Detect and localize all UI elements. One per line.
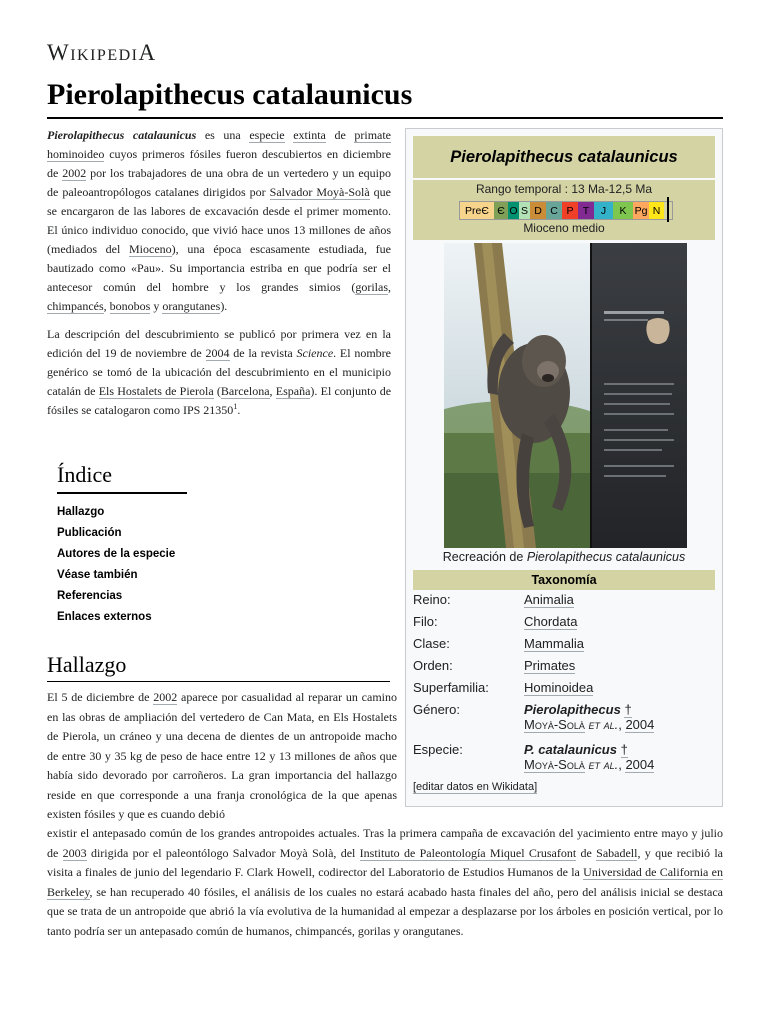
period-cell[interactable]: C <box>546 202 562 219</box>
wordmark-a: A <box>138 40 157 65</box>
rank-label: Género: <box>413 702 460 717</box>
reference-marker[interactable]: 1 <box>233 402 238 411</box>
species-name: P. catalaunicus <box>524 742 617 757</box>
et-al: et al. <box>588 717 619 732</box>
text: , <box>103 299 110 313</box>
period-cell[interactable]: O <box>508 202 519 219</box>
link-especie[interactable]: especie <box>249 128 285 142</box>
text: cuyos primeros fósiles fueron descubiertos en diciembre de <box>47 147 391 180</box>
text: dirigida por el paleontólogo Salvador Moyà Solà, del <box>86 845 360 860</box>
period-cell[interactable]: Pg <box>633 202 649 219</box>
link-instituto-paleontologia[interactable]: Instituto de Paleontología Miquel Crusafont <box>359 845 577 860</box>
wordmark-w: W <box>47 40 71 65</box>
link-orangutanes[interactable]: orangutanes <box>162 299 221 313</box>
period-cell[interactable]: K <box>613 202 633 219</box>
intro-section <box>47 126 391 429</box>
species-author[interactable]: Moyà-Solà <box>524 757 585 772</box>
rank-label: Clase: <box>413 636 450 651</box>
rank-label: Especie: <box>413 742 463 757</box>
toc-item-autores[interactable]: Autores de la especie <box>57 548 176 560</box>
period-cell[interactable]: T <box>578 202 594 219</box>
genus-author[interactable]: Moyà-Solà <box>524 717 585 732</box>
toc-item-enlaces-externos[interactable]: Enlaces externos <box>57 611 152 623</box>
text: de <box>325 128 355 142</box>
text: ), una época escasamente estudiada, fue bautizado como «Pau». Su importancia estriba en que podría ser el antecesor común del hombre y los grandes simios ( <box>47 242 391 294</box>
toc-item-vease-tambien[interactable]: Véase también <box>57 569 138 581</box>
species-value <box>524 742 714 772</box>
timescale-marker <box>667 197 669 222</box>
photo-illustration <box>444 243 687 548</box>
journal-name: Science <box>296 346 334 360</box>
period-cell[interactable]: D <box>530 202 546 219</box>
taxon-value[interactable]: Primates <box>524 658 576 673</box>
link-sabadell[interactable]: Sabadell <box>596 845 638 860</box>
toc-title: Índice <box>57 462 187 494</box>
genus-year[interactable]: 2004 <box>625 717 655 732</box>
toc-item-referencias[interactable]: Referencias <box>57 590 123 602</box>
temporal-range-label: Rango temporal : 13 Ma-12,5 Ma <box>475 182 653 196</box>
period-cell[interactable]: P <box>562 202 578 219</box>
period-cell[interactable]: PreЄ <box>460 202 494 219</box>
period-cell[interactable]: S <box>519 202 530 219</box>
taxon-link[interactable] <box>524 658 714 673</box>
text: ). El conjunto de fósiles se catalogaron como IPS 21350 <box>47 384 392 417</box>
text: aparece por casualidad al reparar un camino en las obras de ampliación del vertedero de Can Mata, en Els Hostalets de Pierola, un cráneo y una decena de dientes de un antropoide macho de entre 30 y 35 kg de peso de hace entre 12 y 13 millones de años que había sido devorado por carroñeros. La gran importancia del hallazgo reside en que corresponde a una franja cronológica de la que apenas existen fósiles y que es cuando debió <box>47 690 397 821</box>
text: existir el antepasado común de los grandes antropoides actuales. Tras la primera campaña de excavación del yacimiento entre mayo y julio de <box>47 826 723 860</box>
text: y <box>150 299 163 313</box>
period-cell[interactable]: N <box>649 202 664 219</box>
text: es una <box>196 128 250 142</box>
text: por los trabajadores de una obra de un vertedero y un equipo de paleoantropólogos catalanes dirigidos por <box>47 166 391 199</box>
link-els-hostalets-de-pierola[interactable]: Els Hostalets de Pierola <box>98 384 214 398</box>
link-mioceno[interactable]: Mioceno <box>129 242 172 256</box>
text: , <box>388 280 391 294</box>
extinct-dagger[interactable]: † <box>620 742 628 757</box>
hallazgo-paragraph-part-2 <box>47 824 723 941</box>
toc-item-publicacion[interactable]: Publicación <box>57 527 122 539</box>
text: El 5 de diciembre de <box>47 690 154 704</box>
taxobox <box>405 128 723 807</box>
toc-list <box>57 502 187 628</box>
toc-item-hallazgo[interactable]: Hallazgo <box>57 506 105 518</box>
link-gorilas[interactable]: gorilas <box>355 280 388 294</box>
link-2002[interactable]: 2002 <box>153 690 178 704</box>
rank-label: Superfamilia: <box>413 680 489 695</box>
separator: , <box>618 717 626 732</box>
link-espana[interactable]: España <box>275 384 311 398</box>
genus-name: Pierolapithecus <box>524 702 621 717</box>
period-cell[interactable]: J <box>594 202 613 219</box>
hallazgo-paragraph-part-1 <box>47 688 397 825</box>
text: de la revista <box>229 346 297 360</box>
museum-reconstruction-photo[interactable] <box>444 243 687 548</box>
section-heading-hallazgo: Hallazgo <box>47 652 390 682</box>
text <box>285 128 294 142</box>
link-barcelona[interactable]: Barcelona <box>220 384 270 398</box>
caption-taxon: Pierolapithecus catalaunicus <box>526 550 686 564</box>
link-universidad-california-berkeley[interactable]: Universidad de California en Berkeley <box>47 865 723 899</box>
temporal-range <box>413 180 715 240</box>
extinct-dagger[interactable]: † <box>624 702 632 717</box>
edit-wikidata-label[interactable]: [editar datos en Wikidata] <box>413 781 538 793</box>
text: de <box>576 845 597 860</box>
taxonomy-header: Taxonomía <box>413 570 715 590</box>
wordmark-rest: ikipedi <box>70 40 139 65</box>
wikipedia-wordmark[interactable] <box>47 40 157 66</box>
title-divider <box>47 117 723 119</box>
taxon-value[interactable]: Animalia <box>524 592 574 607</box>
link-hominoideo[interactable]: hominoideo <box>47 147 105 161</box>
period-cell[interactable]: Є <box>494 202 508 219</box>
link-bonobos[interactable]: bonobos <box>109 299 151 313</box>
text: La descripción del descubrimiento se publicó por primera vez en la edición del 19 de noviembre de <box>47 327 391 360</box>
caption-text: Recreación de <box>442 550 527 564</box>
text: , y que recibió la visita a finales de junio del legendario F. Clark Howell, codirector del Laboratorio de Estudios Humanos de la <box>47 845 723 879</box>
period-name: Mioceno medio <box>523 221 605 235</box>
taxon-value[interactable]: Mammalia <box>524 636 584 651</box>
taxon-link[interactable] <box>524 680 714 695</box>
page-title: Pierolapithecus catalaunicus <box>47 78 413 111</box>
rank-label: Orden: <box>413 658 453 673</box>
text: ). <box>220 299 228 313</box>
link-chimpances[interactable]: chimpancés <box>47 299 104 313</box>
taxon-link[interactable] <box>524 592 714 607</box>
text: . <box>237 403 241 417</box>
text: que se encargaron de las labores de excavación desde el primer momento. El único individuo conocido, que vivió hace unos 13 millones de años (mediados del <box>47 185 392 256</box>
image-caption <box>406 550 722 564</box>
link-2002[interactable]: 2002 <box>62 166 87 180</box>
link-2003[interactable]: 2003 <box>62 845 87 860</box>
taxon-link[interactable] <box>524 614 714 629</box>
et-al: et al. <box>588 757 619 772</box>
table-of-contents <box>57 462 187 628</box>
intro-paragraph-1 <box>47 126 391 316</box>
species-year[interactable]: 2004 <box>625 757 655 772</box>
link-salvador-moya-sola[interactable]: Salvador Moyà-Solà <box>269 185 370 199</box>
taxon-value[interactable]: Hominoidea <box>524 680 594 695</box>
geologic-timescale[interactable] <box>459 201 673 220</box>
taxon-value[interactable]: Chordata <box>524 614 578 629</box>
link-primate[interactable]: primate <box>354 128 392 142</box>
text: , <box>269 384 276 398</box>
link-2004[interactable]: 2004 <box>205 346 230 360</box>
taxon-name: Pierolapithecus catalaunicus <box>47 128 197 142</box>
link-extinta[interactable]: extinta <box>293 128 326 142</box>
text: . El nombre genérico se tomó de la ubicación del descubrimiento en el municipio catalán de <box>47 346 391 398</box>
genus-value <box>524 702 714 732</box>
edit-wikidata-link[interactable] <box>413 781 537 793</box>
separator: , <box>618 757 626 772</box>
intro-paragraph-2 <box>47 325 391 420</box>
rank-label: Filo: <box>413 614 438 629</box>
text: , se han recuperado 40 fósiles, el análisis de los cuales no estará acabado hasta finales del año, pero del análisis inicial se destaca que se trata de un antropoide que abrió la vía evolutiva de la humanidad al empezar a desplazarse por los árboles en posición vertical, por lo tanto podría ser un antepasado común de humanos, chimpancés, gorilas y orangutanes. <box>47 884 723 938</box>
text: ( <box>213 384 221 398</box>
taxon-link[interactable] <box>524 636 714 651</box>
infobox-title: Pierolapithecus catalaunicus <box>413 136 715 178</box>
rank-label: Reino: <box>413 592 451 607</box>
